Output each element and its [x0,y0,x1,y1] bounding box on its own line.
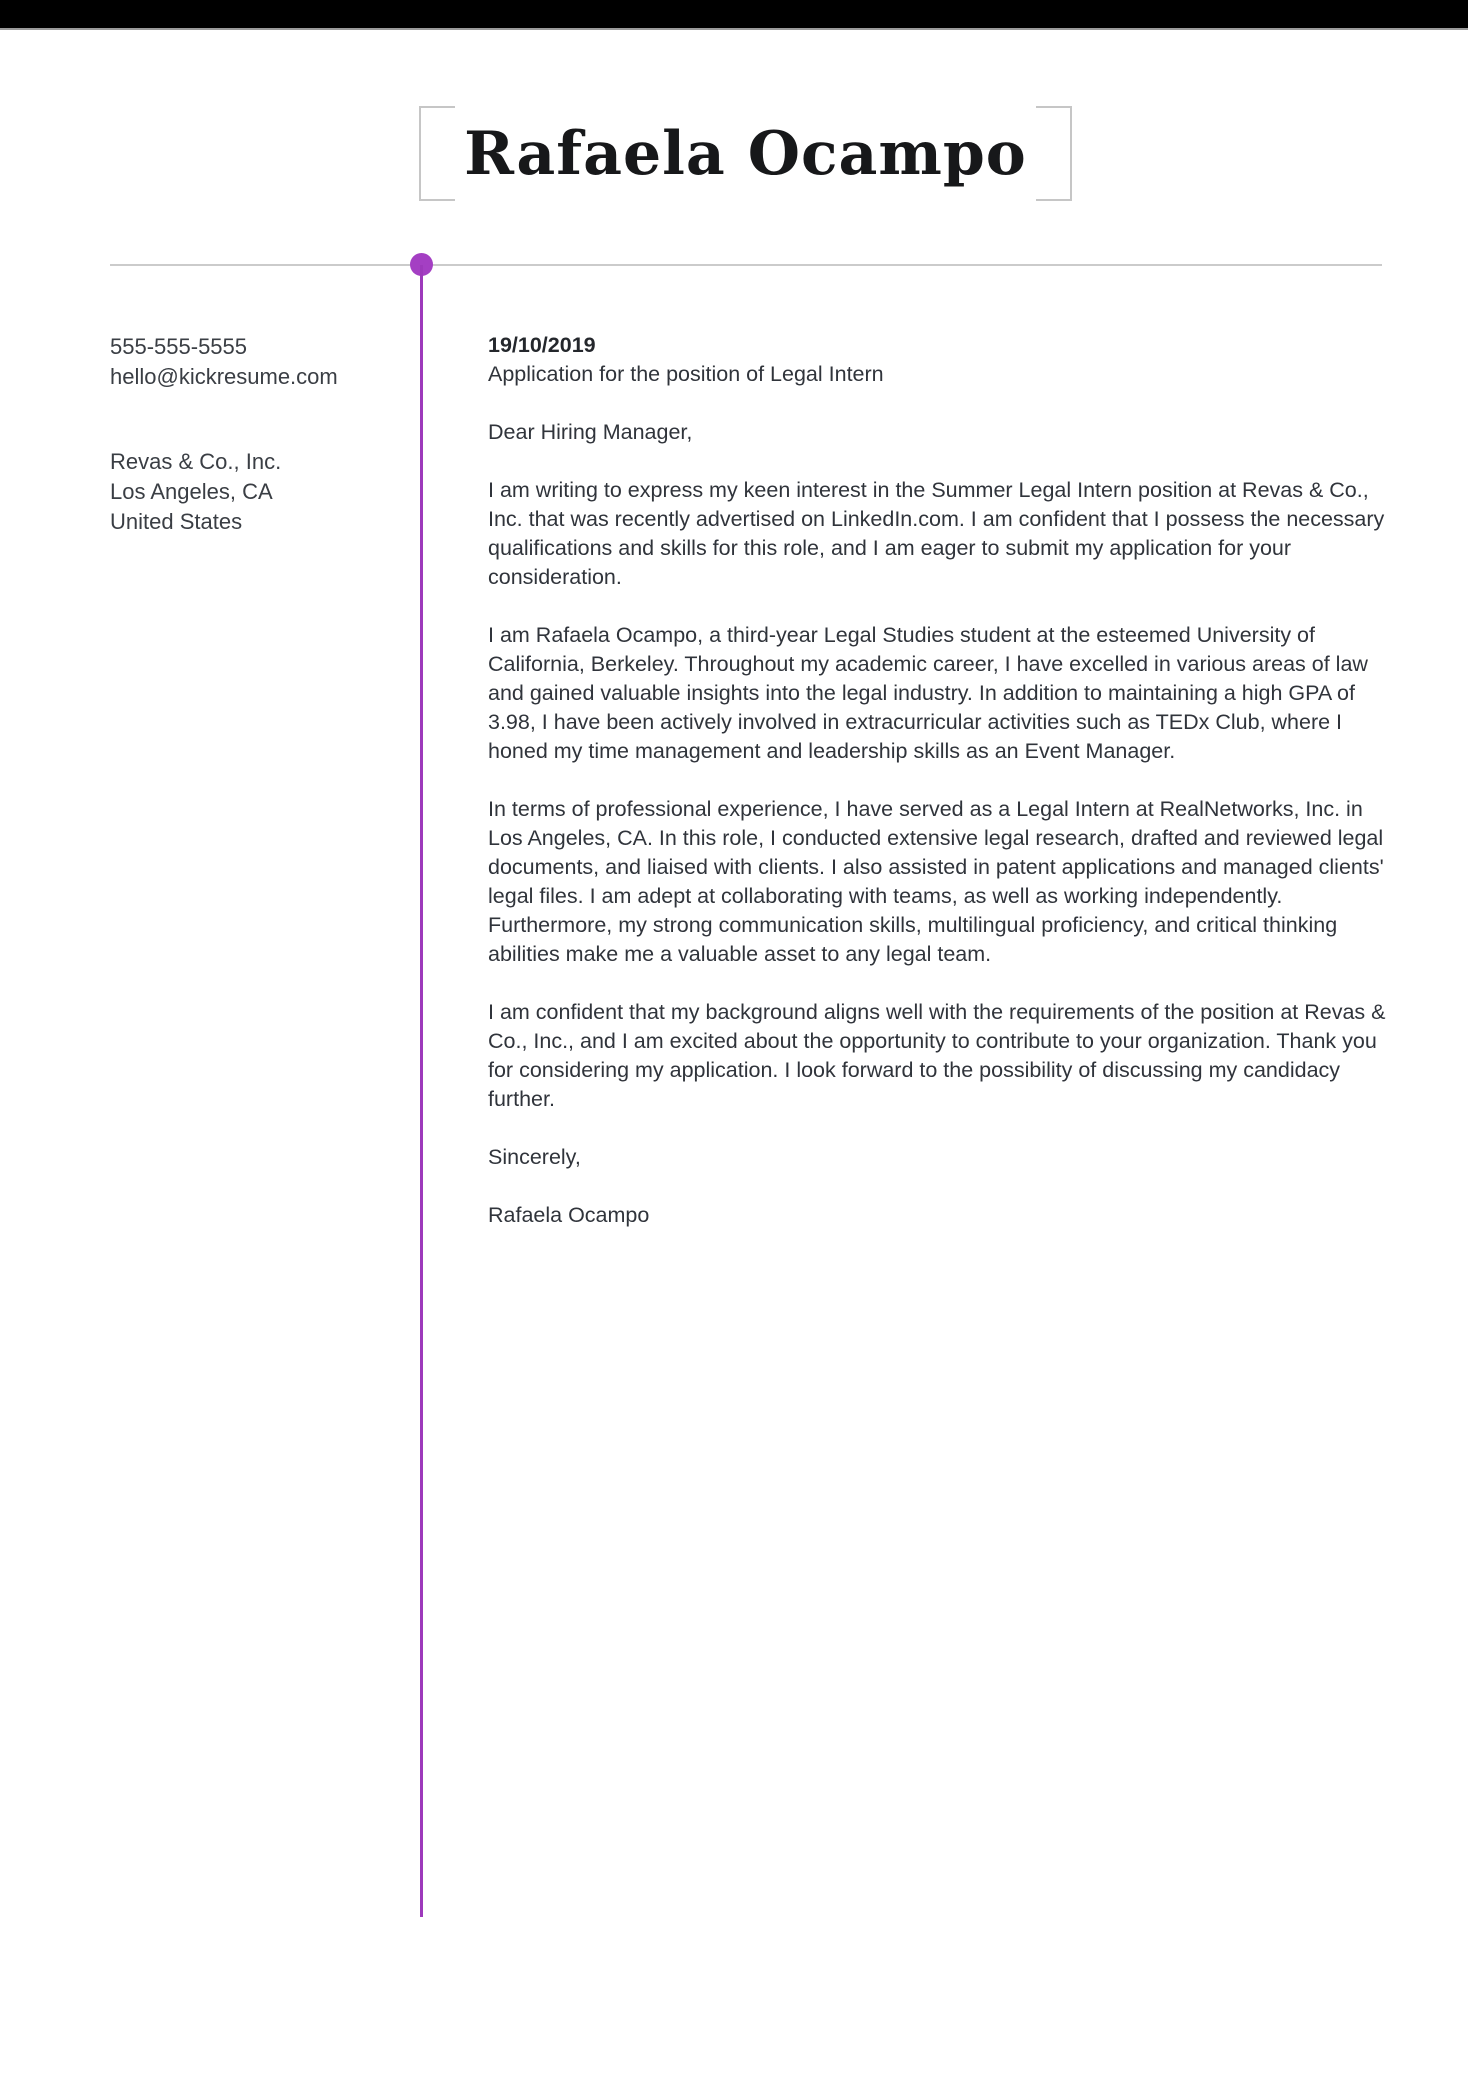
company-country: United States [110,509,243,534]
top-black-bar [0,0,1468,28]
signature-name: Rafaela Ocampo [488,1203,650,1227]
letter-head-block [488,331,1401,389]
header-divider-line [110,264,1382,266]
paragraph-closing: I am confident that my background aligns well with the requirements of the position at Revas & Co., Inc., and I am excited about the opportunity to contribute to your organization. Thank you for considering my application. I look forward to the possibility of discussing my candidacy further. [488,1000,1386,1111]
phone-number: 555-555-5555 [110,334,248,359]
vertical-accent-line [420,265,423,1917]
paragraph-experience: In terms of professional experience, I have served as a Legal Intern at RealNetworks, Inc. in Los Angeles, CA. In this role, I conducted extensive legal research, drafted and reviewed legal documents, and liaised with clients. I also assisted in patent applications and managed clients' legal files. I am adept at collaborating with teams, as well as working independently. Furthermore, my strong communication skills, multilingual proficiency, and critical thinking abilities make me a valuable asset to any legal team. [488,797,1384,966]
company-address-block [110,447,405,537]
left-bracket-decoration-icon [419,106,455,201]
name-header [419,105,1072,202]
letter-date: 19/10/2019 [488,333,596,357]
closing-word: Sincerely, [488,1145,581,1169]
company-name: Revas & Co., Inc. [110,449,282,474]
paragraph-intro: I am writing to express my keen interest in the Summer Legal Intern position at Revas & Co., Inc. that was recently advertised on LinkedIn.com. I am confident that I possess the necessary qualifications and skills for this role, and I am eager to submit my application for your consideration. [488,478,1385,589]
top-bar-divider [0,28,1468,30]
letter-subject: Application for the position of Legal Intern [488,362,884,386]
contact-sidebar [110,332,405,537]
email-address: hello@kickresume.com [110,364,338,389]
salutation: Dear Hiring Manager, [488,420,693,444]
right-bracket-decoration-icon [1036,106,1072,201]
paragraph-education: I am Rafaela Ocampo, a third-year Legal Studies student at the esteemed University of California, Berkeley. Throughout my academic career, I have excelled in various areas of law and gained valuable insights into the legal industry. In addition to maintaining a high GPA of 3.98, I have been actively involved in extracurricular activities such as TEDx Club, where I honed my time management and leadership skills as an Event Manager. [488,623,1368,763]
page-title: Rafaela Ocampo [464,118,1027,189]
letter-body [488,331,1401,1230]
company-city: Los Angeles, CA [110,479,273,504]
contact-block [110,332,405,392]
